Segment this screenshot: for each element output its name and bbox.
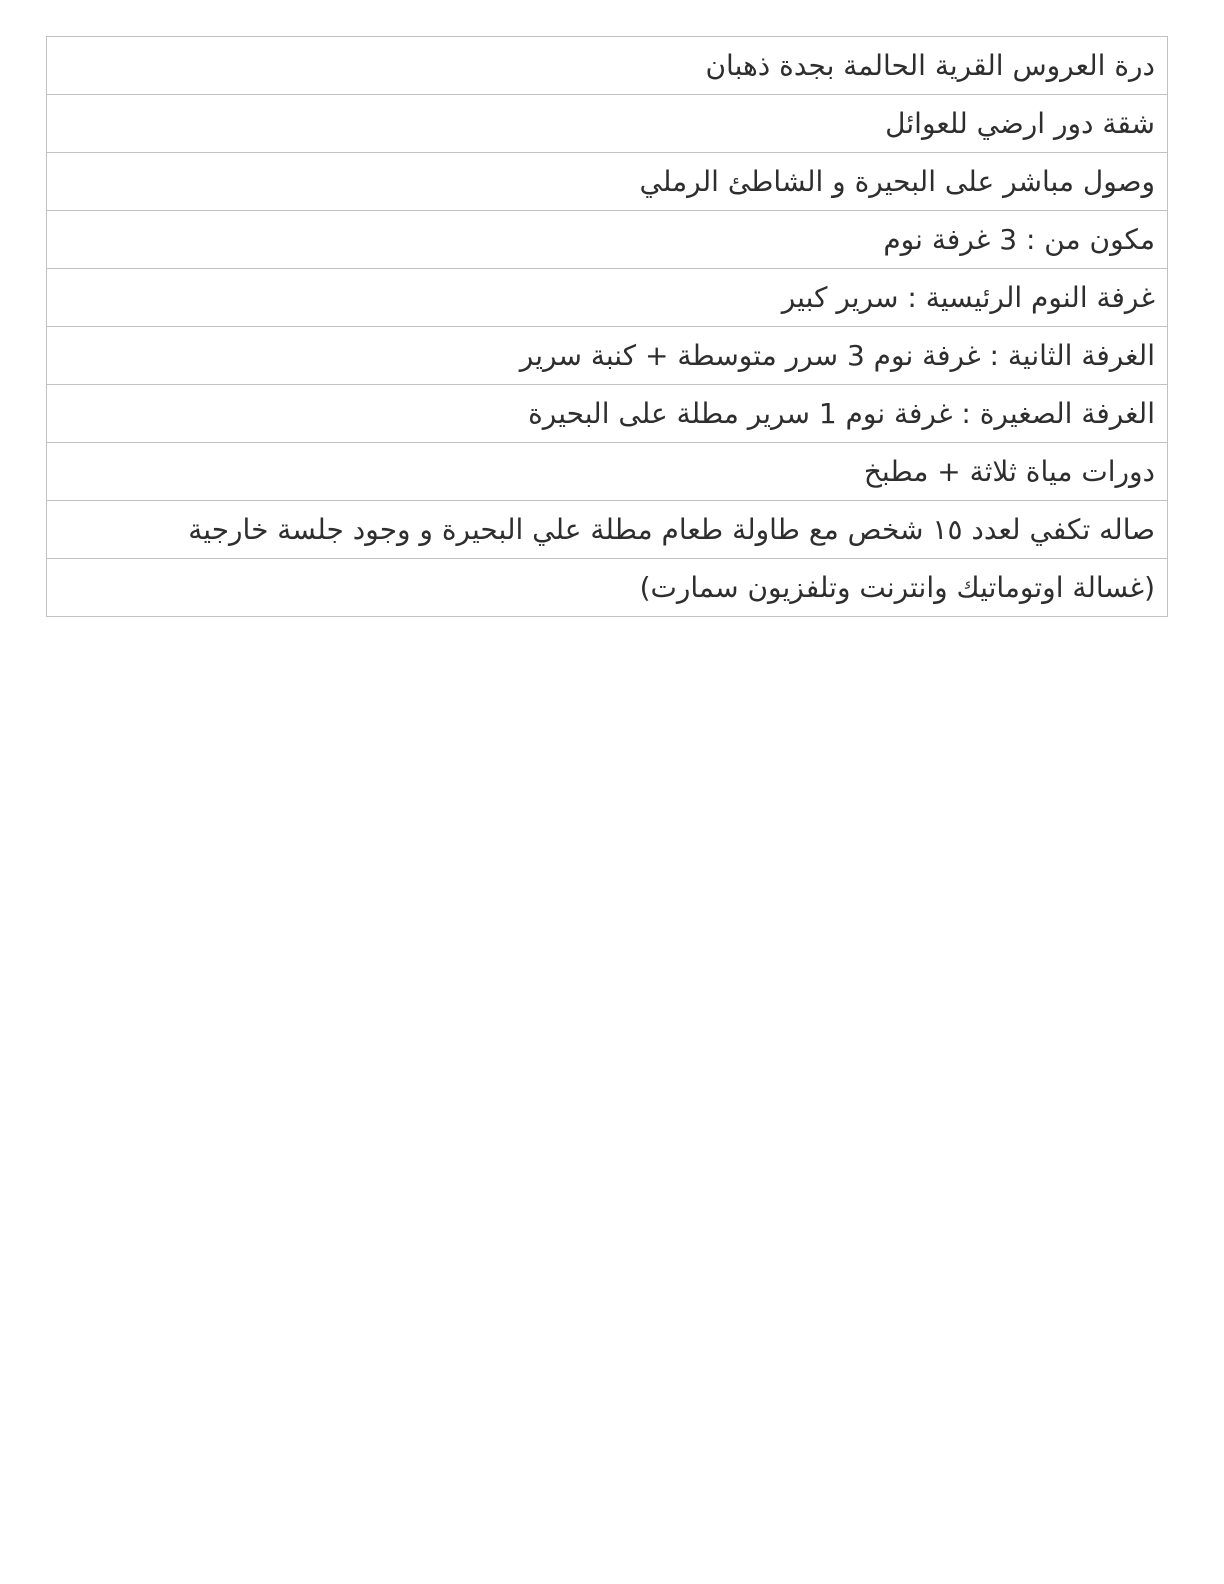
table-row <box>47 501 1168 559</box>
table-row <box>47 95 1168 153</box>
table-row <box>47 211 1168 269</box>
table-row <box>47 37 1168 95</box>
table-cell-second-room: الغرفة الثانية : غرفة نوم 3 سرر متوسطة + كنبة سرير <box>47 327 1168 385</box>
table-cell-master-bedroom: غرفة النوم الرئيسية : سرير كبير <box>47 269 1168 327</box>
table-cell-title: درة العروس القرية الحالمة بجدة ذهبان <box>47 37 1168 95</box>
table-cell-access: وصول مباشر على البحيرة و الشاطئ الرملي <box>47 153 1168 211</box>
table-cell-living-room: صاله تكفي لعدد ١٥ شخص مع طاولة طعام مطلة علي البحيرة و وجود جلسة خارجية <box>47 501 1168 559</box>
table-row <box>47 443 1168 501</box>
table-cell-unit-type: شقة دور ارضي للعوائل <box>47 95 1168 153</box>
table-cell-bedrooms: مكون من : 3 غرفة نوم <box>47 211 1168 269</box>
features-table <box>46 36 1168 617</box>
table-cell-bathrooms: دورات مياة ثلاثة + مطبخ <box>47 443 1168 501</box>
table-row <box>47 385 1168 443</box>
table-row <box>47 327 1168 385</box>
table-row <box>47 559 1168 617</box>
table-row <box>47 153 1168 211</box>
table-cell-small-room: الغرفة الصغيرة : غرفة نوم 1 سرير مطلة على البحيرة <box>47 385 1168 443</box>
table-row <box>47 269 1168 327</box>
table-cell-amenities: (غسالة اوتوماتيك وانترنت وتلفزيون سمارت) <box>47 559 1168 617</box>
